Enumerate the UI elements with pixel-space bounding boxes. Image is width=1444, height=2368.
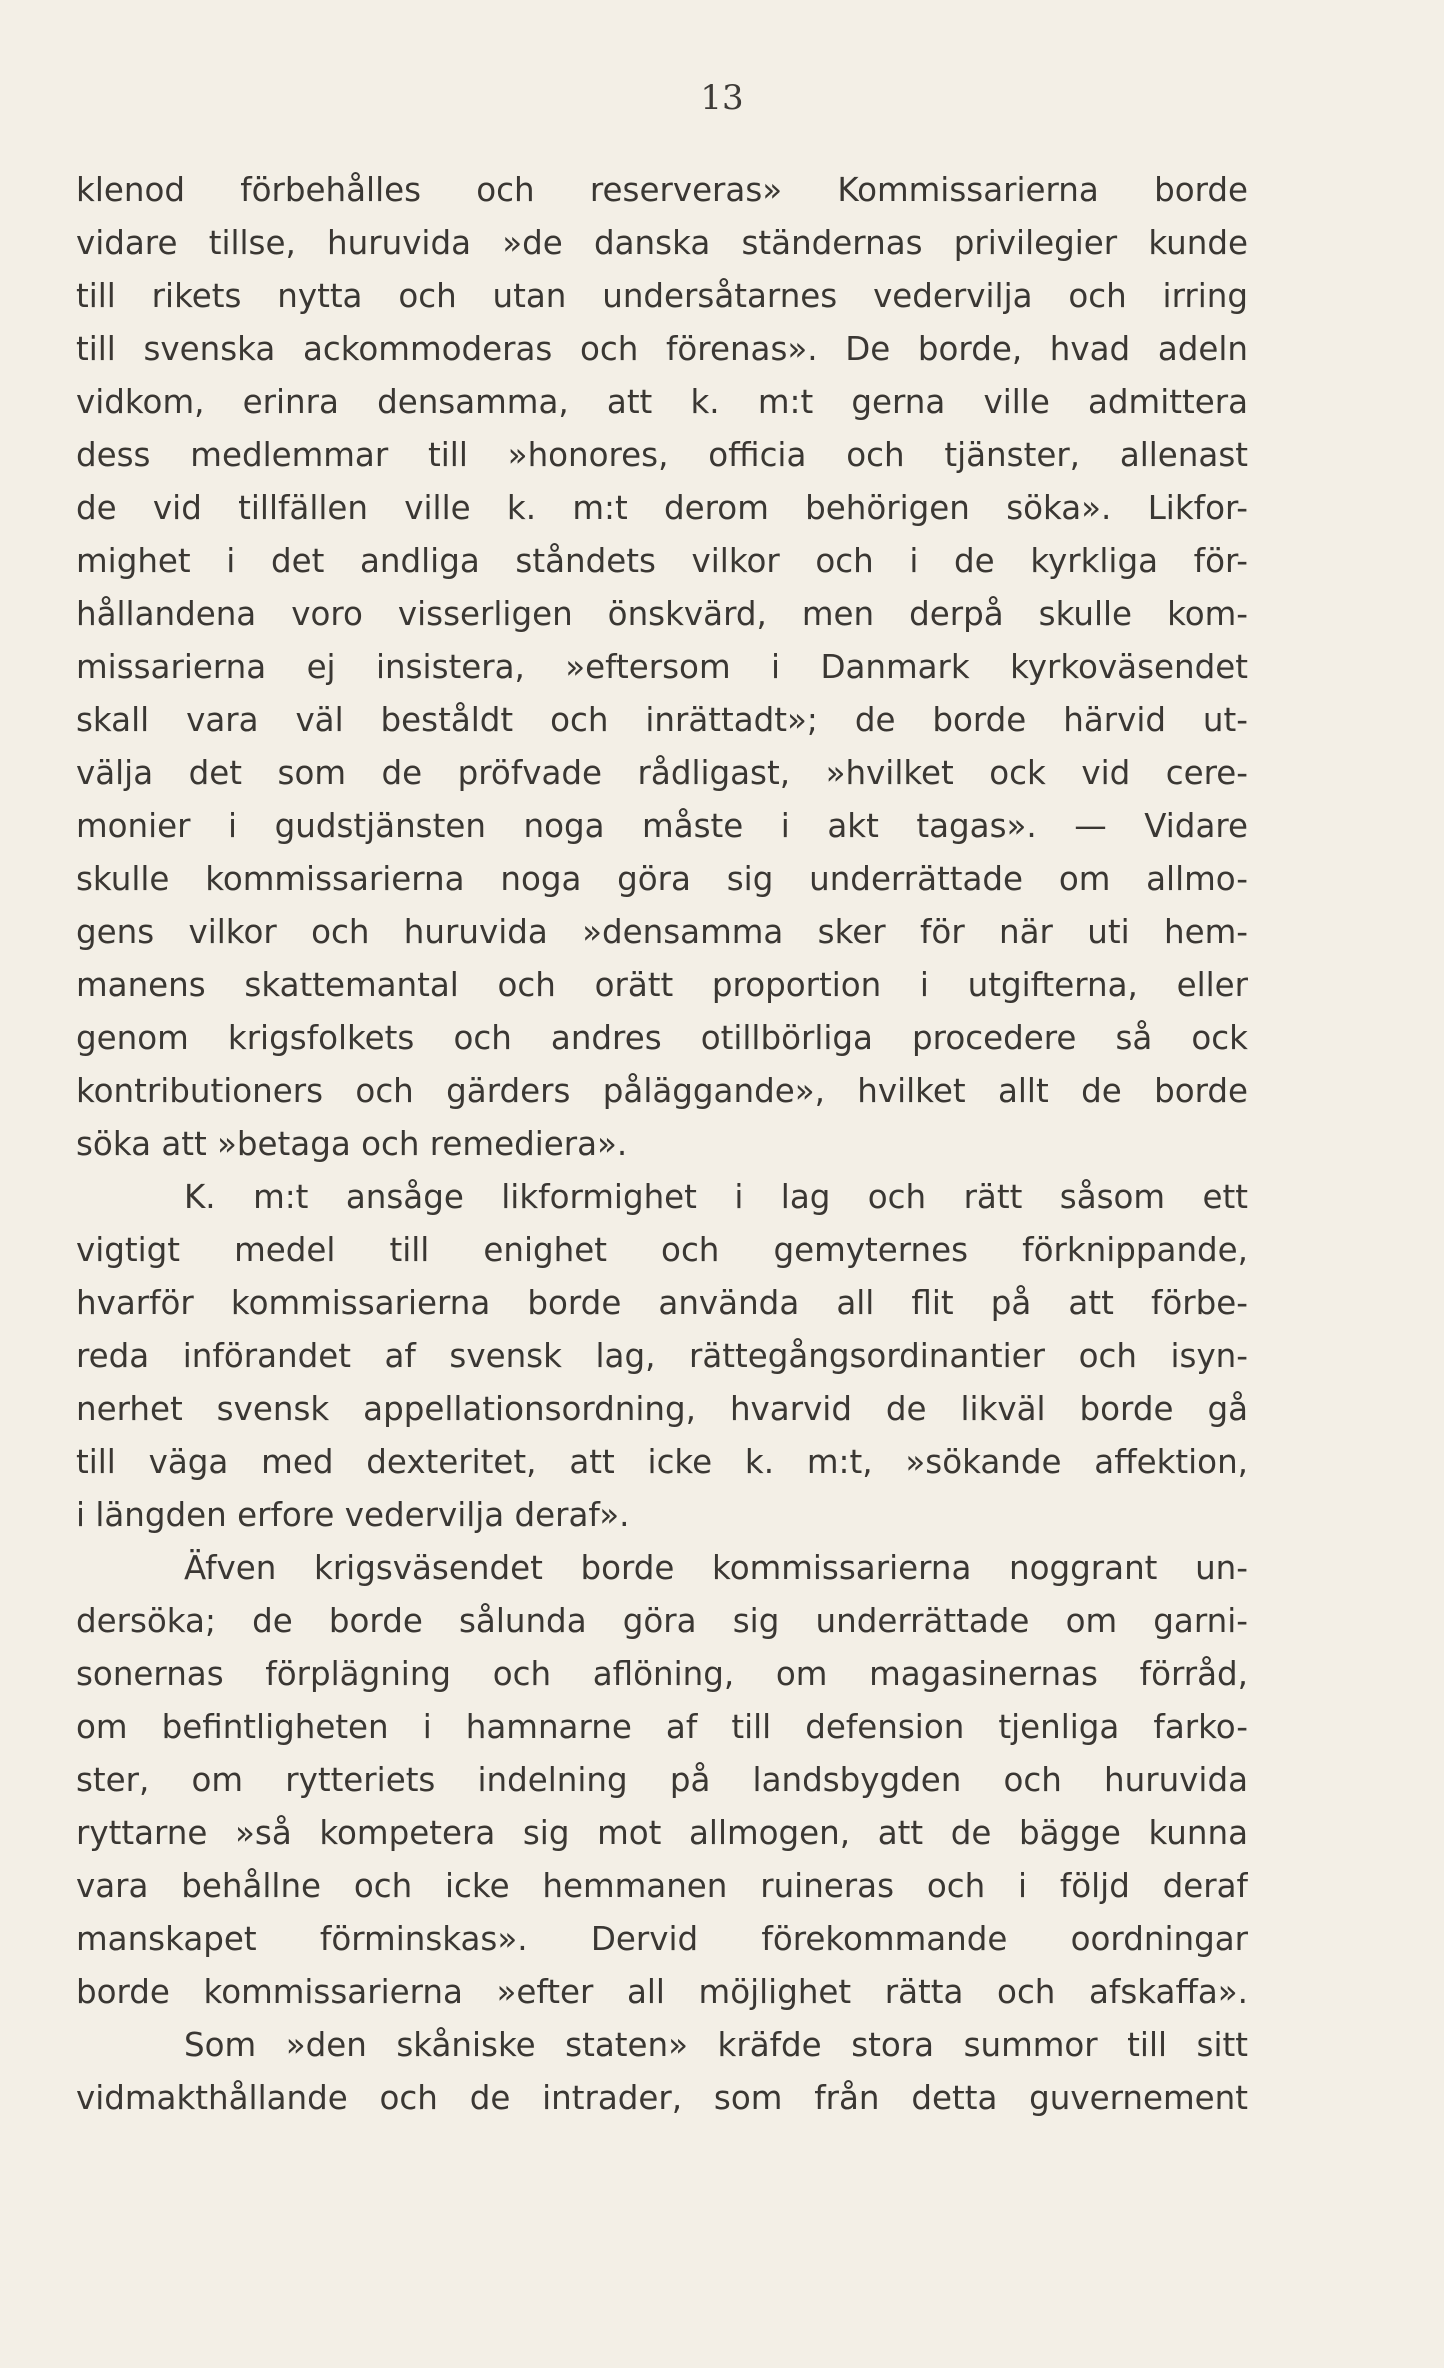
text-line: manskapet förminskas». Dervid förekommande oordningar <box>76 1920 1248 1958</box>
text-line: missarierna ej insistera, »eftersom i Danmark kyrkoväsendet <box>76 648 1248 686</box>
text-line: klenod förbehålles och reserveras» Kommissarierna borde <box>76 171 1248 209</box>
text-line: skall vara väl beståldt och inrättadt»; de borde härvid ut- <box>76 701 1248 739</box>
text-line: Som »den skåniske staten» kräfde stora summor till sitt <box>184 2026 1248 2064</box>
text-line: i längden erfore vedervilja deraf». <box>76 1496 630 1534</box>
text-line: genom krigsfolkets och andres otillbörliga procedere så ock <box>76 1019 1248 1057</box>
text-line: manens skattemantal och orätt proportion i utgifterna, eller <box>76 966 1248 1004</box>
body-text <box>76 164 1248 2125</box>
text-line: vara behållne och icke hemmanen ruineras och i följd deraf <box>76 1867 1248 1905</box>
text-line: dersöka; de borde sålunda göra sig underrättade om garni- <box>76 1602 1248 1640</box>
text-line: vigtigt medel till enighet och gemyternes förknippande, <box>76 1231 1248 1269</box>
text-line: välja det som de pröfvade rådligast, »hvilket ock vid cere- <box>76 754 1248 792</box>
text-line: till rikets nytta och utan undersåtarnes vedervilja och irring <box>76 277 1248 315</box>
text-line: monier i gudstjänsten noga måste i akt tagas». — Vidare <box>76 807 1248 845</box>
text-line: borde kommissarierna »efter all möjlighet rätta och afskaffa». <box>76 1973 1248 2011</box>
text-line: de vid tillfällen ville k. m:t derom behörigen söka». Likfor- <box>76 489 1248 527</box>
text-line: dess medlemmar till »honores, officia och tjänster, allenast <box>76 436 1248 474</box>
text-line: reda införandet af svensk lag, rättegångsordinantier och isyn- <box>76 1337 1248 1375</box>
text-line: nerhet svensk appellationsordning, hvarvid de likväl borde gå <box>76 1390 1248 1428</box>
text-line: om befintligheten i hamnarne af till defension tjenliga farko- <box>76 1708 1248 1746</box>
text-line: Äfven krigsväsendet borde kommissarierna noggrant un- <box>184 1549 1248 1587</box>
text-line: skulle kommissarierna noga göra sig underrättade om allmo- <box>76 860 1248 898</box>
text-line: till svenska ackommoderas och förenas». De borde, hvad adeln <box>76 330 1248 368</box>
text-line: hvarför kommissarierna borde använda all flit på att förbe- <box>76 1284 1248 1322</box>
text-line: till väga med dexteritet, att icke k. m:t, »sökande affektion, <box>76 1443 1248 1481</box>
text-line: vidkom, erinra densamma, att k. m:t gerna ville admittera <box>76 383 1248 421</box>
text-line: vidare tillse, huruvida »de danska ständernas privilegier kunde <box>76 224 1248 262</box>
text-line: söka att »betaga och remediera». <box>76 1125 628 1163</box>
text-line: vidmakthållande och de intrader, som från detta guvernement <box>76 2079 1248 2117</box>
page-number: 13 <box>700 78 744 118</box>
text-line: ryttarne »så kompetera sig mot allmogen, att de bägge kunna <box>76 1814 1248 1852</box>
text-line: mighet i det andliga ståndets vilkor och i de kyrkliga för- <box>76 542 1248 580</box>
text-line: K. m:t ansåge likformighet i lag och rätt såsom ett <box>184 1178 1248 1216</box>
text-line: gens vilkor och huruvida »densamma sker för när uti hem- <box>76 913 1248 951</box>
text-line: ster, om rytteriets indelning på landsbygden och huruvida <box>76 1761 1248 1799</box>
text-line: hållandena voro visserligen önskvärd, men derpå skulle kom- <box>76 595 1248 633</box>
text-line: sonernas förplägning och aflöning, om magasinernas förråd, <box>76 1655 1248 1693</box>
text-line: kontributioners och gärders påläggande», hvilket allt de borde <box>76 1072 1248 1110</box>
